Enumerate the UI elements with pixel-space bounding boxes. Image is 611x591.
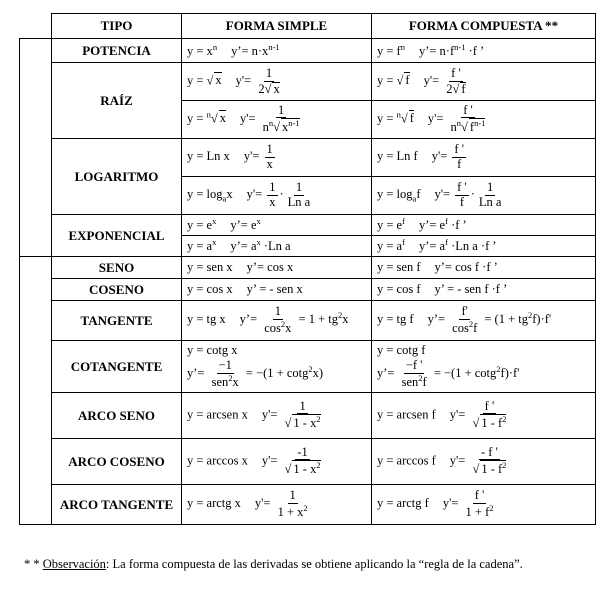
row-name-logaritmo: LOGARITMO xyxy=(52,139,182,215)
formula-simple: y = $^n$√ x y'= $\frac{1}{n^n√ x^{n-1}}$ xyxy=(182,101,372,139)
table-row xyxy=(20,215,596,236)
group-label-sociales xyxy=(20,39,52,257)
header-forma-simple: FORMA SIMPLE xyxy=(182,14,372,39)
row-name-potencia: POTENCIA xyxy=(52,39,182,63)
table-row xyxy=(20,341,596,393)
formula-compuesta: $y = f^n$ y’= $n\cdot f^{n-1} \cdot f$ ’ xyxy=(372,39,596,63)
formula-compuesta: y = $^n$√ f y'= $\frac{f '}{n^n√ f^{n-1}}$ xyxy=(372,101,596,139)
formula-compuesta: $y = e^f$ y’= $e^f \cdot f$ ’ xyxy=(372,215,596,236)
table-row xyxy=(20,393,596,439)
formula-compuesta: y = √ f y'= $\frac{f '}{2√ f}$ xyxy=(372,63,596,101)
formula-compuesta: $y = a^f$ y’= $a^f \cdot Ln$ a ·f ’ xyxy=(372,236,596,257)
row-name-arcoseno: ARCO SENO xyxy=(52,393,182,439)
row-name-coseno: COSENO xyxy=(52,279,182,301)
note-prefix: * * xyxy=(24,557,43,571)
header-blank xyxy=(20,14,52,39)
row-name-arcotangente: ARCO TANGENTE xyxy=(52,485,182,525)
row-name-tangente: TANGENTE xyxy=(52,301,182,341)
row-name-raiz: RAÍZ xyxy=(52,63,182,139)
row-name-seno: SENO xyxy=(52,257,182,279)
formula-simple: $y = e^x$ y’= $e^x$ xyxy=(182,215,372,236)
formula-compuesta: y = cotg f y’= $\frac{-f '}{sen^2f}$ = −(1 + cotg$^2$f)·f' xyxy=(372,341,596,393)
formula-compuesta: y = arctg f y'= $\frac{f '}{1 + f^2}$ xyxy=(372,485,596,525)
formula-simple: $y = x^n$ y’= $n\cdot x^{n-1}$ xyxy=(182,39,372,63)
table-row xyxy=(20,63,596,101)
formula-compuesta: y = arcsen f y'= $\frac{f '}{√ 1 - f^2}$ xyxy=(372,393,596,439)
row-name-exponencial: EXPONENCIAL xyxy=(52,215,182,257)
note-label: Observación xyxy=(42,557,106,571)
formula-simple: y = cos x y’ = - sen x xyxy=(182,279,372,301)
formula-simple: $y = a^x$ y’= $a^x \cdot Ln$ a xyxy=(182,236,372,257)
table-row xyxy=(20,279,596,301)
table-row xyxy=(20,139,596,177)
group-label-ciencias xyxy=(20,257,52,525)
derivatives-table xyxy=(19,13,596,525)
note-text: : La forma compuesta de las derivadas se obtiene aplicando la “regla de la cadena”. xyxy=(105,557,523,571)
formula-simple: y = tg x y’= $\frac{1}{\cos^2x}$ = $1 + tg^2x$ xyxy=(182,301,372,341)
table-row xyxy=(20,439,596,485)
table-row xyxy=(20,257,596,279)
formula-compuesta: y = sen f y’= cos f ·f ’ xyxy=(372,257,596,279)
table-row xyxy=(20,301,596,341)
observation-note xyxy=(24,557,523,572)
formula-simple: y = arctg x y'= $\frac{1}{1 + x^2}$ xyxy=(182,485,372,525)
formula-compuesta: $y = \log_af$ y'= $\frac{f '}{f}$ · $\frac{1}{\text{Ln a}}$ xyxy=(372,177,596,215)
formula-simple: y = arccos x y'= $\frac{-1}{√ 1 - x^2}$ xyxy=(182,439,372,485)
table-row xyxy=(20,485,596,525)
formula-compuesta: y = Ln f y'= $\frac{f '}{f}$ xyxy=(372,139,596,177)
formula-compuesta: y = arccos f y'= $\frac{- f '}{√ 1 - f^2}$ xyxy=(372,439,596,485)
table-row xyxy=(20,39,596,63)
header-row xyxy=(20,14,596,39)
formula-simple: y = Ln x y'= $\frac{1}{x}$ xyxy=(182,139,372,177)
row-name-arcocoseno: ARCO COSENO xyxy=(52,439,182,485)
formula-compuesta: y = tg f y’= $\frac{f'}{\cos^2f}$ = $(1 + tg^2f)\cdot f'$ xyxy=(372,301,596,341)
formula-simple: y = arcsen x y'= $\frac{1}{√ 1 - x^2}$ xyxy=(182,393,372,439)
row-name-cotangente: COTANGENTE xyxy=(52,341,182,393)
formula-simple: y = √ x y'= $\frac{1}{2√ x}$ xyxy=(182,63,372,101)
formula-simple: y = sen x y’= cos x xyxy=(182,257,372,279)
formula-simple: y = cotg x y’= $\frac{-1}{sen^2x}$ = −(1 + cotg$^2$x) xyxy=(182,341,372,393)
header-forma-compuesta: FORMA COMPUESTA ** xyxy=(372,14,596,39)
header-tipo: TIPO xyxy=(52,14,182,39)
formula-compuesta: y = cos f y’ = - sen f ·f ’ xyxy=(372,279,596,301)
formula-simple: $y = \log_ax$ y'= $\frac{1}{x}$ · $\frac{1}{\text{Ln a}}$ xyxy=(182,177,372,215)
